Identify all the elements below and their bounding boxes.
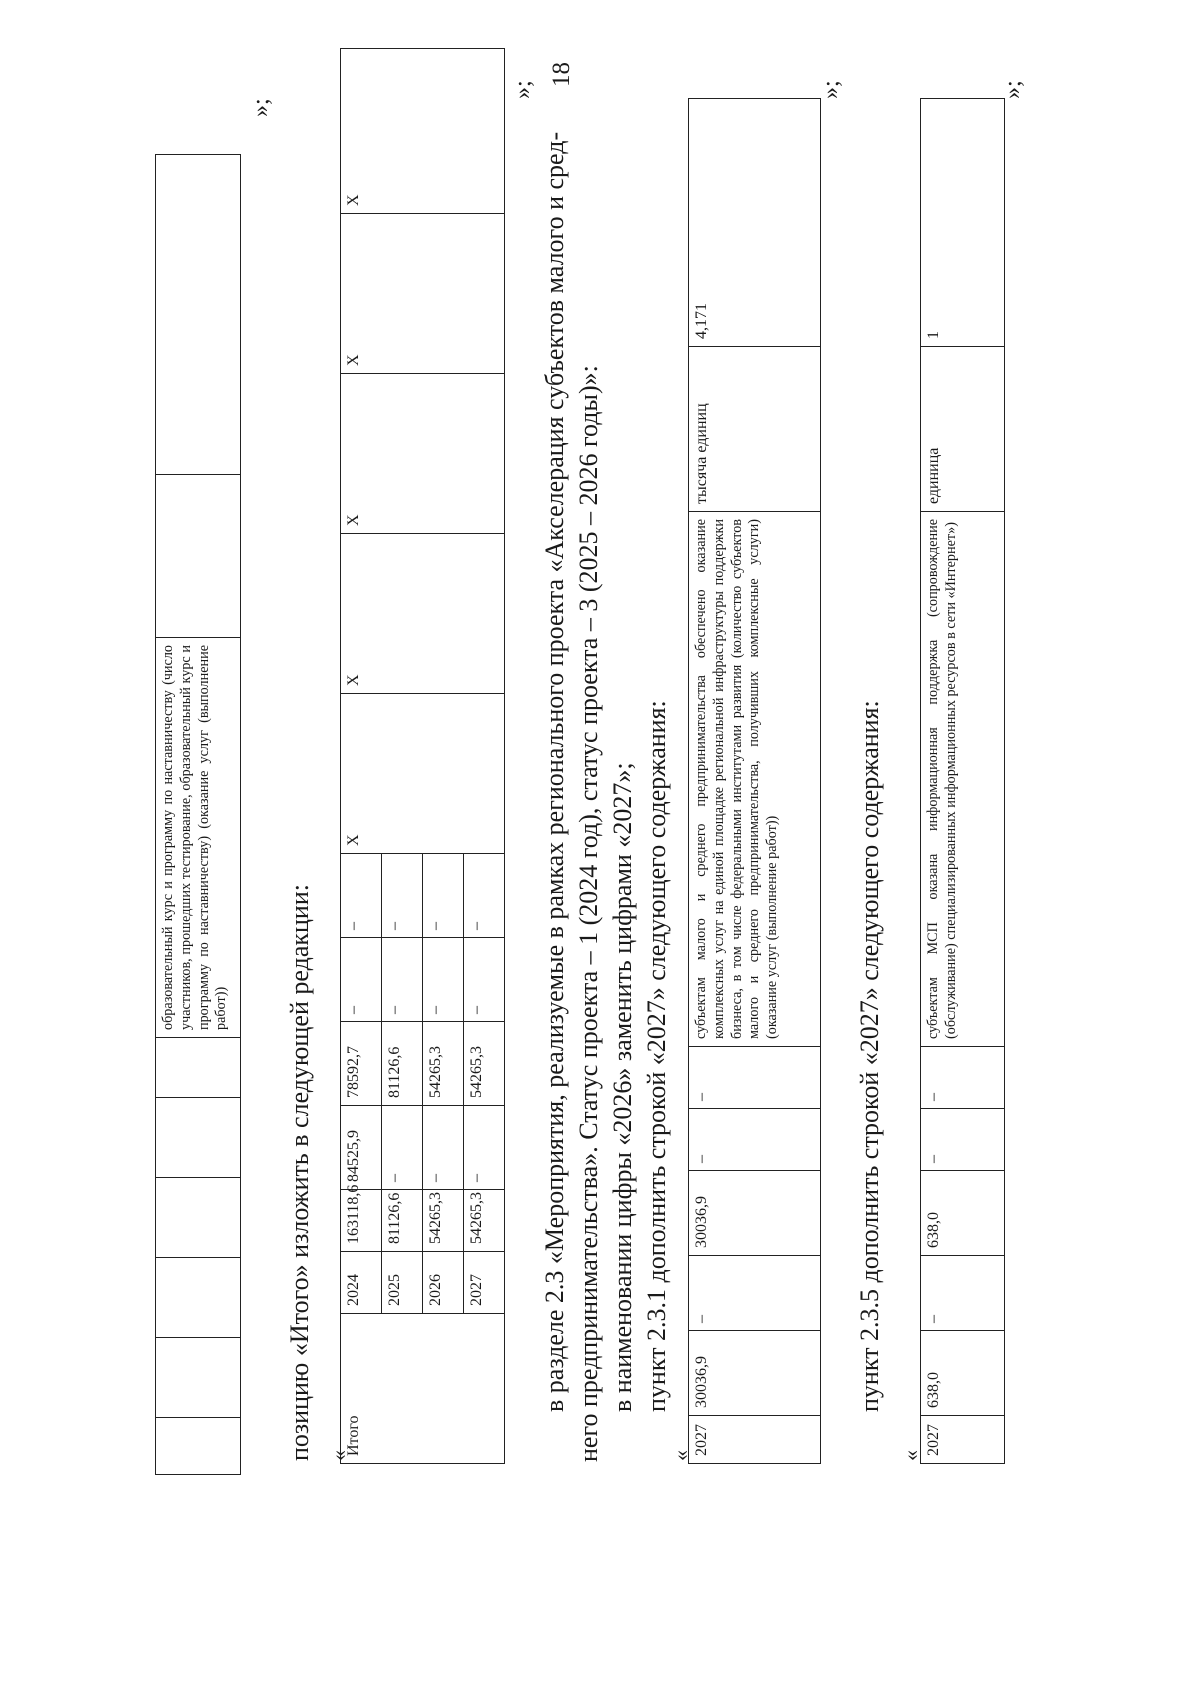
table-itogo	[340, 48, 505, 1464]
x-cell: Х	[341, 374, 505, 534]
value-cell: 638,0	[921, 1331, 1005, 1416]
description-cell: образовательный курс и программу по наставничеству (число участников, прошедших тестирование, образовательный курс и программу по наставничеству) (оказание услуг (выполнение работ))	[156, 638, 241, 1038]
cell	[156, 475, 241, 638]
value-cell: 4,171	[689, 99, 821, 347]
itogo-label: Итого	[341, 1314, 505, 1464]
paragraph-itogo: позицию «Итого» изложить в следующей редакции:	[285, 884, 314, 1461]
cell	[156, 1098, 241, 1178]
value-cell: 81126,6	[382, 1022, 423, 1106]
cell	[156, 155, 241, 475]
value-cell: 78592,7	[341, 1022, 382, 1106]
value-cell: –	[423, 854, 464, 938]
cell	[156, 1418, 241, 1475]
unit-cell: единица	[921, 347, 1005, 512]
value-cell: –	[464, 1106, 505, 1190]
open-quote: «	[668, 1450, 693, 1461]
value-cell: –	[464, 938, 505, 1022]
value-cell: –	[382, 938, 423, 1022]
open-quote: «	[898, 1450, 923, 1461]
value-cell: 54265,3	[423, 1022, 464, 1106]
cell	[156, 1258, 241, 1338]
value-cell: 30036,9	[689, 1171, 821, 1256]
description-cell: субъектам малого и среднего предпринимательства обеспечено оказание комплексных услуг на единой площадке региональной инфраструктуры поддержки бизнеса, в том числе федеральными институтами развития (количество субъектов малого и среднего предпринимательства, получивших комплексные услуги) (оказание услуг (выполнение работ))	[689, 512, 821, 1047]
cell	[156, 1038, 241, 1098]
year-cell: 2025	[382, 1252, 423, 1314]
value-cell: –	[423, 938, 464, 1022]
value-cell: –	[464, 854, 505, 938]
value-cell: 84525,9	[341, 1106, 382, 1190]
open-quote: «	[326, 1450, 351, 1461]
description-cell: субъектам МСП оказана информационная поддержка (сопровождение (обслуживание) специализированных информационных ресурсов в сети «Интернет»)	[921, 512, 1005, 1047]
paragraph-2-3-5: пункт 2.3.5 дополнить строкой «2027» следующего содержания:	[855, 700, 884, 1412]
value-cell: –	[382, 1106, 423, 1190]
table-2-3-1-row	[688, 98, 821, 1464]
value-cell: –	[341, 854, 382, 938]
section-line-1: в разделе 2.3 «Мероприятия, реализуемые в рамках регионального проекта «Акселерация субъектов малого и сред-	[540, 131, 569, 1412]
table4-closing-quote: »;	[1000, 80, 1026, 99]
value-cell: –	[689, 1256, 821, 1331]
year-cell: 2027	[689, 1416, 821, 1464]
value-cell: 30036,9	[689, 1331, 821, 1416]
value-cell: –	[921, 1256, 1005, 1331]
value-cell: –	[921, 1047, 1005, 1109]
section-line-2: него предпринимательства». Статус проекта – 1 (2024 год), статус проекта – 3 (2025 – 2026 годы)»:	[574, 365, 603, 1462]
value-cell: 54265,3	[464, 1022, 505, 1106]
total-cell: 81126,6	[382, 1190, 423, 1252]
x-cell: Х	[341, 49, 505, 214]
value-cell: –	[689, 1047, 821, 1109]
year-cell: 2027	[464, 1252, 505, 1314]
section-line-3: в наименовании цифры «2026» заменить цифрами «2027»;	[608, 762, 637, 1412]
value-cell: –	[341, 938, 382, 1022]
page-number: 18	[548, 62, 575, 87]
total-cell: 163118,6	[341, 1190, 382, 1252]
x-cell: Х	[341, 694, 505, 854]
table-2-3-5-row	[920, 98, 1005, 1464]
total-cell: 54265,3	[464, 1190, 505, 1252]
total-cell: 54265,3	[423, 1190, 464, 1252]
year-cell: 2026	[423, 1252, 464, 1314]
table1-closing-quote: »;	[248, 98, 274, 117]
value-cell: 638,0	[921, 1171, 1005, 1256]
value-cell: 1	[921, 99, 1005, 347]
section-line-4: пункт 2.3.1 дополнить строкой «2027» следующего содержания:	[642, 700, 671, 1412]
unit-cell: тысяча единиц	[689, 347, 821, 512]
year-cell: 2027	[921, 1416, 1005, 1464]
value-cell: –	[423, 1106, 464, 1190]
table2-closing-quote: »;	[510, 80, 536, 99]
year-cell: 2024	[341, 1252, 382, 1314]
x-cell: Х	[341, 534, 505, 694]
cell	[156, 1178, 241, 1258]
table-mentoring-row	[155, 154, 241, 1475]
cell	[156, 1338, 241, 1418]
value-cell: –	[382, 854, 423, 938]
x-cell: Х	[341, 214, 505, 374]
table3-closing-quote: »;	[818, 80, 844, 99]
value-cell: –	[689, 1109, 821, 1171]
value-cell: –	[921, 1109, 1005, 1171]
